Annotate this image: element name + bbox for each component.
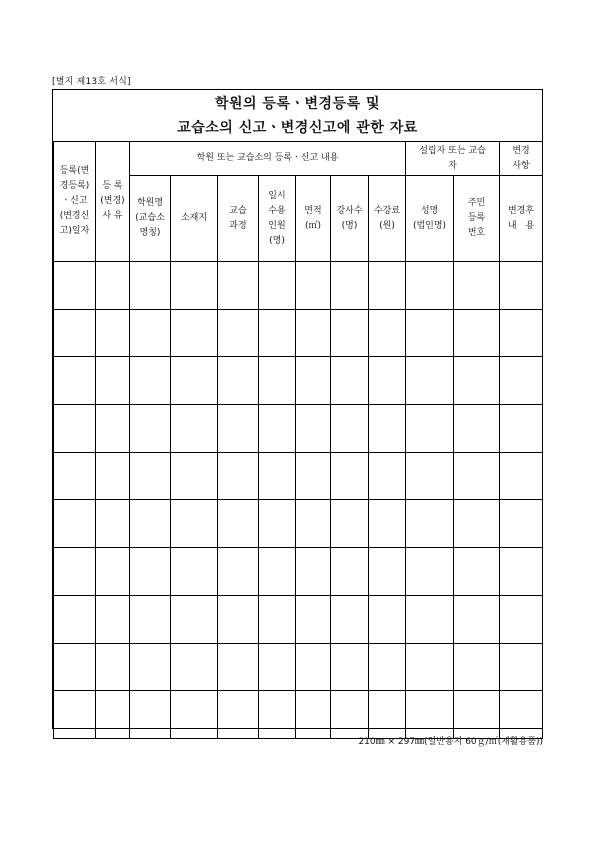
table-cell[interactable] [369,643,406,691]
table-cell[interactable] [130,262,171,310]
header-date: 등록(변 경등록) ㆍ신고 (변경신 고)일자 [54,142,96,262]
header-academy-name: 학원명 (교습소 명칭) [130,176,171,262]
table-row [54,452,543,500]
table-cell[interactable] [171,548,218,596]
table-cell[interactable] [406,262,454,310]
table-cell[interactable] [96,309,130,357]
table-cell[interactable] [296,262,331,310]
table-cell[interactable] [296,500,331,548]
table-cell[interactable] [259,405,296,453]
table-cell[interactable] [331,309,369,357]
table-cell[interactable] [500,309,543,357]
table-cell[interactable] [54,595,96,643]
table-cell[interactable] [96,691,130,739]
table-cell[interactable] [130,309,171,357]
table-cell[interactable] [171,309,218,357]
table-cell[interactable] [369,595,406,643]
table-cell[interactable] [54,262,96,310]
header-after-change: 변경후 내 용 [500,176,543,262]
header-group-change: 변경 사항 [500,142,543,176]
table-cell[interactable] [369,500,406,548]
table-cell[interactable] [259,357,296,405]
table-cell[interactable] [259,500,296,548]
header-resident-no: 주민 등록 번호 [454,176,500,262]
table-cell[interactable] [406,405,454,453]
table-cell[interactable] [454,452,500,500]
header-area: 면적 (㎡) [296,176,331,262]
table-cell[interactable] [296,309,331,357]
table-cell[interactable] [454,309,500,357]
table-cell[interactable] [369,262,406,310]
table-cell[interactable] [331,595,369,643]
table-cell[interactable] [218,262,259,310]
table-cell[interactable] [500,643,543,691]
table-cell[interactable] [259,309,296,357]
paper-spec-note: 210㎜ × 297㎜(일반용지 60ｇ/㎡(재활용품)) [358,737,543,747]
header-name: 성명 (법인명) [406,176,454,262]
table-cell[interactable] [54,357,96,405]
table-cell[interactable] [130,691,171,739]
table-cell[interactable] [331,548,369,596]
header-location: 소재지 [171,176,218,262]
table-row [54,357,543,405]
table-cell[interactable] [171,262,218,310]
table-cell[interactable] [296,452,331,500]
table-cell[interactable] [454,643,500,691]
table-cell[interactable] [369,452,406,500]
table-cell[interactable] [331,262,369,310]
table-cell[interactable] [96,452,130,500]
table-row [54,262,543,310]
table-cell[interactable] [500,452,543,500]
table-cell[interactable] [296,357,331,405]
table-cell[interactable] [454,500,500,548]
table-cell[interactable] [331,643,369,691]
table-row [54,405,543,453]
form-frame [52,89,543,729]
table-cell[interactable] [406,595,454,643]
title-line-1: 학원의 등록ㆍ변경등록 및 [214,96,380,112]
table-cell[interactable] [218,595,259,643]
table-cell[interactable] [54,452,96,500]
table-cell[interactable] [406,500,454,548]
table-cell[interactable] [171,357,218,405]
table-cell[interactable] [171,452,218,500]
header-group-founder: 설립자 또는 교습 자 [406,142,500,176]
table-cell[interactable] [218,500,259,548]
table-cell[interactable] [218,548,259,596]
table-cell[interactable] [54,548,96,596]
table-cell[interactable] [218,691,259,739]
table-cell[interactable] [54,691,96,739]
table-cell[interactable] [369,691,406,739]
table-cell[interactable] [406,309,454,357]
header-fee: 수강료 (원) [369,176,406,262]
table-cell[interactable] [454,262,500,310]
table-cell[interactable] [259,595,296,643]
table-cell[interactable] [218,309,259,357]
table-cell[interactable] [218,405,259,453]
table-cell[interactable] [96,405,130,453]
table-cell[interactable] [500,595,543,643]
table-cell[interactable] [331,500,369,548]
table-cell[interactable] [454,548,500,596]
table-cell[interactable] [454,691,500,739]
table-cell[interactable] [96,357,130,405]
table-cell[interactable] [96,548,130,596]
table-cell[interactable] [96,262,130,310]
table-cell[interactable] [130,595,171,643]
table-cell[interactable] [171,595,218,643]
table-cell[interactable] [96,643,130,691]
table-cell[interactable] [454,357,500,405]
table-cell[interactable] [500,262,543,310]
table-cell[interactable] [171,691,218,739]
table-cell[interactable] [259,262,296,310]
table-cell[interactable] [369,405,406,453]
table-cell[interactable] [331,691,369,739]
table-cell[interactable] [171,500,218,548]
table-cell[interactable] [218,643,259,691]
table-cell[interactable] [171,405,218,453]
table-cell[interactable] [406,548,454,596]
table-cell[interactable] [369,548,406,596]
table-cell[interactable] [218,452,259,500]
table-cell[interactable] [296,595,331,643]
table-cell[interactable] [296,691,331,739]
header-group-content: 학원 또는 교습소의 등록ㆍ신고 내용 [130,142,406,176]
table-cell[interactable] [54,405,96,453]
table-cell[interactable] [369,357,406,405]
table-cell[interactable] [130,643,171,691]
form-label: [별지 제13호 서식] [52,77,131,87]
table-cell[interactable] [130,548,171,596]
table-cell[interactable] [259,691,296,739]
header-capacity: 일시 수용 인원 (명) [259,176,296,262]
table-cell[interactable] [54,643,96,691]
table-cell[interactable] [500,548,543,596]
table-row [54,309,543,357]
table-cell[interactable] [54,500,96,548]
table-cell[interactable] [218,357,259,405]
table-cell[interactable] [454,595,500,643]
table-cell[interactable] [406,691,454,739]
table-cell[interactable] [130,452,171,500]
table-cell[interactable] [130,500,171,548]
table-cell[interactable] [500,405,543,453]
table-cell[interactable] [130,405,171,453]
table-cell[interactable] [96,500,130,548]
table-cell[interactable] [406,643,454,691]
table-cell[interactable] [130,357,171,405]
table-cell[interactable] [331,357,369,405]
table-cell[interactable] [296,405,331,453]
table-cell[interactable] [296,548,331,596]
table-cell[interactable] [500,500,543,548]
table-row [54,691,543,739]
table-cell[interactable] [54,309,96,357]
table-row [54,595,543,643]
table-row [54,643,543,691]
table-cell[interactable] [171,643,218,691]
table-cell[interactable] [406,452,454,500]
table-cell[interactable] [259,643,296,691]
table-cell[interactable] [96,595,130,643]
table-row [54,548,543,596]
header-reason: 등 록 (변경) 사 유 [96,142,130,262]
table-cell[interactable] [406,357,454,405]
table-cell[interactable] [259,548,296,596]
title-box [53,90,542,142]
title-line-2: 교습소의 신고ㆍ변경신고에 관한 자료 [177,120,418,136]
table-cell[interactable] [500,357,543,405]
table-cell[interactable] [454,405,500,453]
table-cell[interactable] [331,405,369,453]
table-cell[interactable] [369,309,406,357]
table-cell[interactable] [500,691,543,739]
header-course: 교습 과정 [218,176,259,262]
table-cell[interactable] [259,452,296,500]
table-row [54,500,543,548]
header-instructors: 강사수 (명) [331,176,369,262]
table-cell[interactable] [331,452,369,500]
table-cell[interactable] [296,643,331,691]
records-table [53,141,543,739]
